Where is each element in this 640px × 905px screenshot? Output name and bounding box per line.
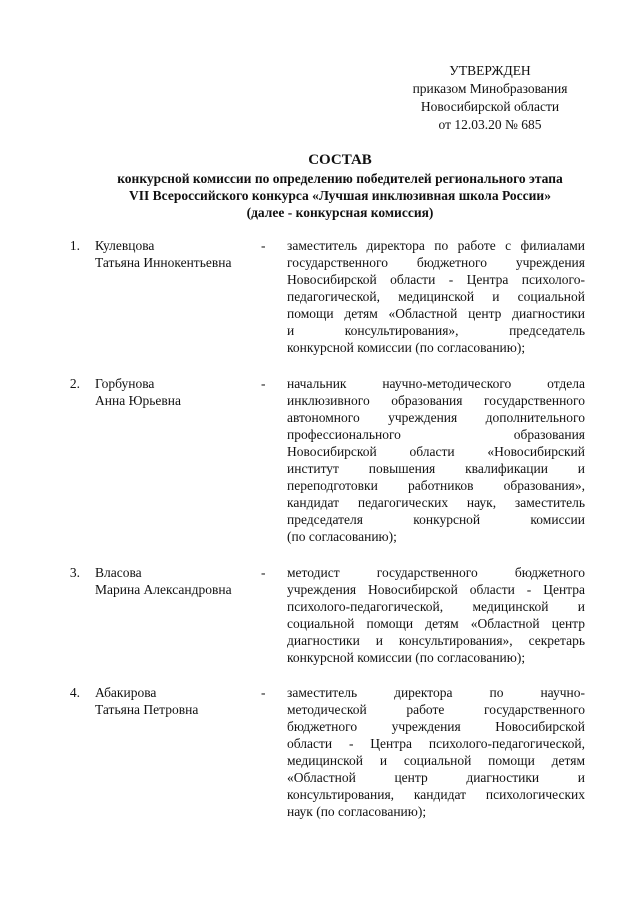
member-description	[287, 375, 585, 545]
description-line: педагогической, медицинской и социальной	[287, 289, 585, 304]
description-line: методист государственного бюджетного	[287, 565, 585, 580]
member-number: 3.	[69, 565, 80, 580]
description-line: Новосибирской области - Центра психолого-	[287, 272, 585, 287]
heading-line: (далее - конкурсная комиссия)	[246, 205, 434, 220]
member-given-name: Марина Александровна	[95, 582, 232, 597]
description-line: помощи детям «Областной центр диагностики	[287, 306, 585, 321]
member-surname: Власова	[95, 565, 142, 580]
description-line: психолого-педагогической, медицинской и	[287, 599, 585, 614]
separator-dash: -	[261, 376, 266, 391]
heading-line: конкурсной комиссии по определению победителей регионального этапа	[117, 171, 563, 186]
description-line: «Областной центр диагностики и	[287, 770, 585, 785]
description-line: методической работе государственного	[287, 702, 585, 717]
description-line: конкурсной комиссии (по согласованию);	[287, 650, 526, 665]
member-surname: Абакирова	[95, 685, 157, 700]
description-line: государственного бюджетного учреждения	[287, 255, 585, 270]
description-line: медицинской и социальной помощи детям	[287, 753, 585, 768]
approval-line: УТВЕРЖДЕН	[449, 63, 531, 78]
description-line: учреждения Новосибирской области - Центра	[287, 582, 585, 597]
heading-line: VII Всероссийского конкурса «Лучшая инклюзивная школа России»	[129, 188, 551, 203]
description-line: бюджетного учреждения Новосибирской	[287, 719, 585, 734]
separator-dash: -	[261, 685, 266, 700]
description-line: Новосибирской области «Новосибирский	[287, 444, 585, 459]
member-name	[95, 375, 255, 409]
description-line: заместитель директора по работе с филиалами	[287, 238, 585, 253]
description-line: институт повышения квалификации и	[287, 461, 585, 476]
description-line: начальник научно-методического отдела	[287, 376, 585, 391]
member-number: 2.	[69, 376, 80, 391]
approval-stamp	[380, 62, 600, 134]
description-line: наук (по согласованию);	[287, 804, 427, 819]
approval-line: от 12.03.20 № 685	[438, 117, 542, 132]
description-line: консультирования, кандидат психологических	[287, 787, 585, 802]
member-number: 1.	[69, 238, 80, 253]
member-description	[287, 237, 585, 356]
member-description	[287, 684, 585, 820]
description-line: кандидат педагогических наук, заместитель	[287, 495, 585, 510]
member-given-name: Татьяна Петровна	[95, 702, 199, 717]
description-line: области - Центра психолого-педагогической,	[287, 736, 585, 751]
description-line: автономного учреждения дополнительного	[287, 410, 585, 425]
description-line: диагностики и консультирования», секретарь	[287, 633, 585, 648]
approval-line: Новосибирской области	[420, 99, 560, 114]
document-title: СОСТАВ	[308, 152, 372, 168]
description-line: переподготовки работников образования»,	[287, 478, 585, 493]
member-name	[95, 684, 255, 718]
member-name	[95, 237, 255, 271]
description-line: профессионального образования	[287, 427, 585, 442]
member-surname: Горбунова	[95, 376, 155, 391]
description-line: заместитель директора по научно-	[287, 685, 585, 700]
separator-dash: -	[261, 238, 266, 253]
member-given-name: Анна Юрьевна	[95, 393, 181, 408]
description-line: председателя конкурсной комиссии	[287, 512, 585, 527]
separator-dash: -	[261, 565, 266, 580]
description-line: конкурсной комиссии (по согласованию);	[287, 340, 526, 355]
approval-line: приказом Минобразования	[412, 81, 568, 96]
member-description	[287, 564, 585, 666]
member-name	[95, 564, 255, 598]
document-heading	[40, 150, 640, 221]
description-line: и консультирования», председатель	[287, 323, 585, 338]
description-line: инклюзивного образования государственного	[287, 393, 585, 408]
member-number: 4.	[69, 685, 80, 700]
description-line: социальной помощи детям «Областной центр	[287, 616, 585, 631]
member-given-name: Татьяна Иннокентьевна	[95, 255, 232, 270]
description-line: (по согласованию);	[287, 529, 397, 544]
member-surname: Кулевцова	[95, 238, 155, 253]
